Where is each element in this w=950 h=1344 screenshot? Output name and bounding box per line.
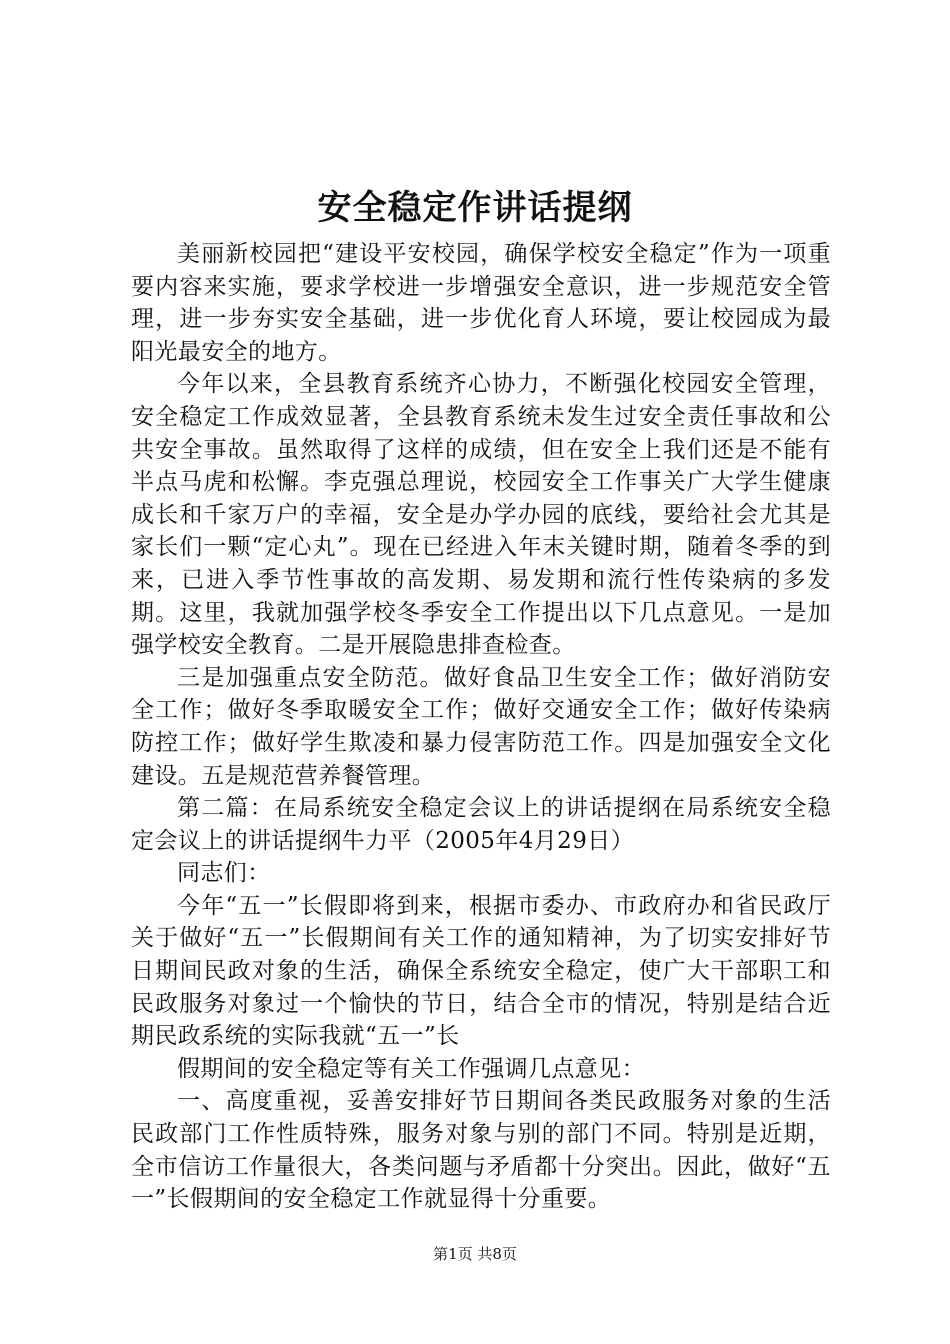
page-footer: 第1页 共8页	[433, 1245, 517, 1263]
paragraph-6: 今年“五一”长假即将到来，根据市委办、市政府办和省民政厅关于做好“五一”长假期间有关工作的通知精神，为了切实安排好节日期间民政对象的生活，确保全系统安全稳定，使广大干部职工和民政服务对象过一个愉快的节日，结合全市的情况，特别是结合近期民政系统的实际我就“五一”长	[131, 892, 831, 1050]
paragraph-2: 今年以来，全县教育系统齐心协力，不断强化校园安全管理，安全稳定工作成效显著，全县教育系统未发生过安全责任事故和公共安全事故。虽然取得了这样的成绩，但在安全上我们还是不能有半点马虎和松懈。李克强总理说，校园安全工作事关广大学生健康成长和千家万户的幸福，安全是办学办园的底线，要给社会尤其是家长们一颗“定心丸”。现在已经进入年末关键时期，随着冬季的到来，已进入季节性事故的高发期、易发期和流行性传染病的多发期。这里，我就加强学校冬季安全工作提出以下几点意见。一是加强学校安全教育。二是开展隐患排查检查。	[131, 371, 831, 659]
document-body	[131, 238, 831, 1216]
paragraph-5: 同志们：	[177, 860, 271, 887]
document-title: 安全稳定作讲话提纲	[317, 188, 633, 228]
paragraph-8: 一、高度重视，妥善安排好节日期间各类民政服务对象的生活民政部门工作性质特殊，服务对象与别的部门不同。特别是近期，全市信访工作量很大，各类问题与矛盾都十分突出。因此，做好“五一”长假期间的安全稳定工作就显得十分重要。	[131, 1088, 831, 1213]
paragraph-4: 第二篇：在局系统安全稳定会议上的讲话提纲在局系统安全稳定会议上的讲话提纲牛力平（2005年4月29日）	[131, 795, 831, 854]
paragraph-7: 假期间的安全稳定等有关工作强调几点意见：	[177, 1055, 645, 1082]
paragraph-1: 美丽新校园把“建设平安校园，确保学校安全稳定”作为一项重要内容来实施，要求学校进一步增强安全意识，进一步规范安全管理，进一步夯实安全基础，进一步优化育人环境，要让校园成为最阳光最安全的地方。	[131, 241, 831, 365]
paragraph-3: 三是加强重点安全防范。做好食品卫生安全工作；做好消防安全工作；做好冬季取暖安全工作；做好交通安全工作；做好传染病防控工作；做好学生欺凌和暴力侵害防范工作。四是加强安全文化建设。五是规范营养餐管理。	[131, 664, 831, 789]
